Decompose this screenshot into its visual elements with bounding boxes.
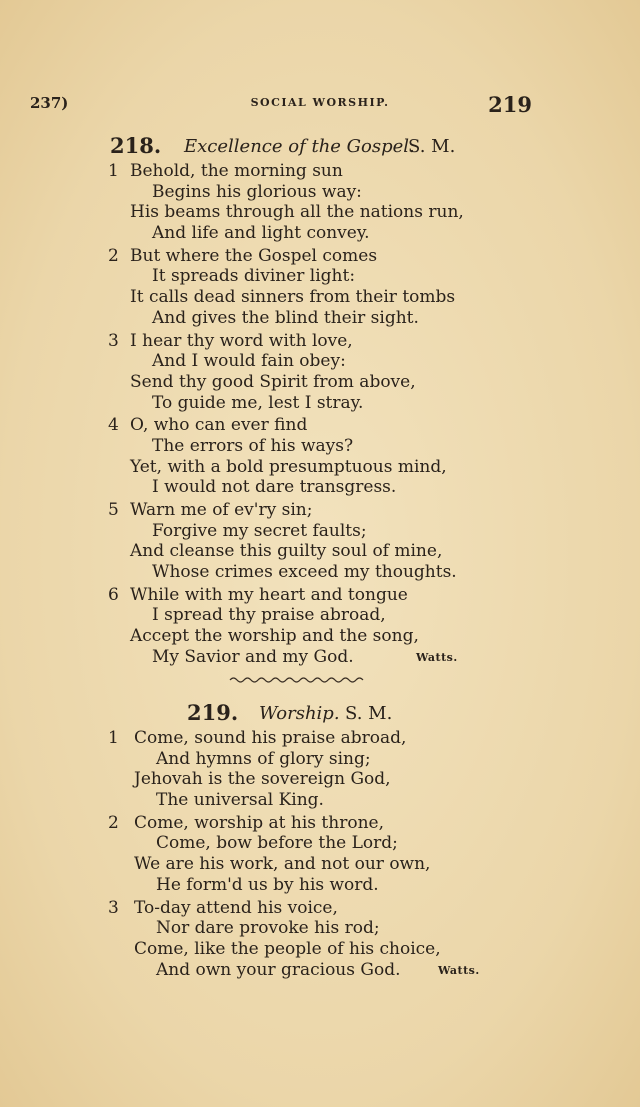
stanza <box>0 331 640 414</box>
verse-line <box>0 918 640 939</box>
verse-line <box>0 308 640 329</box>
verse-line <box>0 585 640 606</box>
stanza <box>0 585 640 668</box>
verse-text: Come, worship at his throne, <box>134 812 384 833</box>
stanza-number: 2 <box>108 245 119 266</box>
stanza-number: 5 <box>108 500 119 520</box>
verse-line <box>0 351 640 372</box>
verse-text: O, who can ever find <box>130 415 308 436</box>
verse-line <box>0 202 640 223</box>
verse-line <box>0 854 640 875</box>
verse-line <box>0 393 640 414</box>
verse-text: To guide me, lest I stray. <box>152 392 364 413</box>
verse-text: And cleanse this guilty soul of mine, <box>130 541 443 562</box>
verse-line <box>0 562 640 583</box>
verse-line <box>0 372 640 393</box>
verse-text: But where the Gospel comes <box>130 245 378 266</box>
hymn-divider-ornament <box>228 675 368 685</box>
verse-text: Send thy good Spirit from above, <box>130 371 416 392</box>
stanza <box>0 813 640 896</box>
verse-text: Behold, the morning sun <box>130 161 343 181</box>
verse-text: Yet, with a bold presumptuous mind, <box>130 456 447 477</box>
verse-text: I spread thy praise abroad, <box>152 605 386 626</box>
section-title: SOCIAL WORSHIP. <box>250 96 390 109</box>
verse-text: He form'd us by his word. <box>156 874 379 895</box>
verse-line <box>0 790 640 811</box>
stanza-number: 1 <box>108 161 119 181</box>
hymn-meter: S. M. <box>408 136 456 157</box>
verse-text: Whose crimes exceed my thoughts. <box>152 562 457 583</box>
verse-line <box>0 813 640 834</box>
hymn-number: 218. <box>110 133 162 158</box>
stanza <box>0 500 640 583</box>
verse-line <box>0 647 640 668</box>
verse-line <box>0 769 640 790</box>
hymn-heading <box>0 133 640 159</box>
stanza-number: 6 <box>108 584 119 605</box>
stanza <box>0 415 640 498</box>
verse-text: His beams through all the nations run, <box>130 202 464 223</box>
hymn-218 <box>0 133 640 668</box>
verse-text: And gives the blind their sight. <box>152 307 419 328</box>
verse-line <box>0 728 640 749</box>
verse-line <box>0 521 640 542</box>
verse-line <box>0 415 640 436</box>
running-header <box>0 94 640 118</box>
stanza-number: 3 <box>108 330 119 351</box>
verse-line <box>0 500 640 521</box>
stanza <box>0 161 640 244</box>
hymn-range-number: 237) <box>30 94 69 112</box>
verse-line <box>0 605 640 626</box>
verse-line <box>0 833 640 854</box>
stanza <box>0 898 640 981</box>
hymn-heading <box>0 700 640 726</box>
verse-text: The errors of his ways? <box>152 435 354 456</box>
verse-text: While with my heart and tongue <box>130 584 408 605</box>
verse-text: And own your gracious God. <box>156 959 401 980</box>
verse-text: Nor dare provoke his rod; <box>156 918 380 939</box>
verse-line <box>0 749 640 770</box>
hymn-name: Worship. <box>259 703 340 724</box>
stanza-number: 2 <box>108 812 119 833</box>
verse-line <box>0 266 640 287</box>
verse-text: And I would fain obey: <box>152 351 346 372</box>
verse-text: Come, like the people of his choice, <box>134 938 441 959</box>
verse-line <box>0 161 640 182</box>
stanza <box>0 246 640 329</box>
verse-text: And life and light convey. <box>152 223 370 244</box>
hymn-name: Excellence of the Gospel. <box>184 136 415 157</box>
verse-line <box>0 436 640 457</box>
verse-line <box>0 898 640 919</box>
verse-line <box>0 875 640 896</box>
verse-text: The universal King. <box>156 790 324 811</box>
verse-text: I would not dare transgress. <box>152 477 397 498</box>
verse-text: Come, sound his praise abroad, <box>134 728 407 748</box>
verse-text: Forgive my secret faults; <box>152 520 367 541</box>
verse-line <box>0 477 640 498</box>
verse-text: Come, bow before the Lord; <box>156 833 398 854</box>
verse-line <box>0 182 640 203</box>
verse-text: Jehovah is the sovereign God, <box>134 769 391 790</box>
verse-line <box>0 287 640 308</box>
verse-line <box>0 246 640 267</box>
verse-text: It calls dead sinners from their tombs <box>130 287 456 308</box>
hymn-meter: S. M. <box>345 703 393 724</box>
page-number: 219 <box>488 92 532 117</box>
verse-text: Warn me of ev'ry sin; <box>130 500 313 520</box>
verse-text: To-day attend his voice, <box>134 897 338 918</box>
verse-text: I hear thy word with love, <box>130 330 353 351</box>
verse-text: My Savior and my God. <box>152 646 354 667</box>
verse-line <box>0 541 640 562</box>
verse-text: We are his work, and not our own, <box>134 854 431 875</box>
verse-line <box>0 457 640 478</box>
hymn-attribution: Watts. <box>416 650 458 664</box>
verse-text: And hymns of glory sing; <box>156 748 371 769</box>
verse-text: Accept the worship and the song, <box>130 626 419 647</box>
verse-line <box>0 223 640 244</box>
verse-text: It spreads diviner light: <box>152 266 356 287</box>
stanza <box>0 728 640 811</box>
verse-line <box>0 626 640 647</box>
hymn-219 <box>0 700 640 980</box>
verse-text: Begins his glorious way: <box>152 181 362 202</box>
stanza-number: 4 <box>108 415 119 436</box>
hymn-number: 219. <box>187 700 239 725</box>
verse-line <box>0 939 640 960</box>
hymn-attribution: Watts. <box>438 963 480 977</box>
stanza-number: 1 <box>108 728 119 748</box>
stanza-number: 3 <box>108 897 119 918</box>
verse-line <box>0 331 640 352</box>
verse-line <box>0 960 640 981</box>
